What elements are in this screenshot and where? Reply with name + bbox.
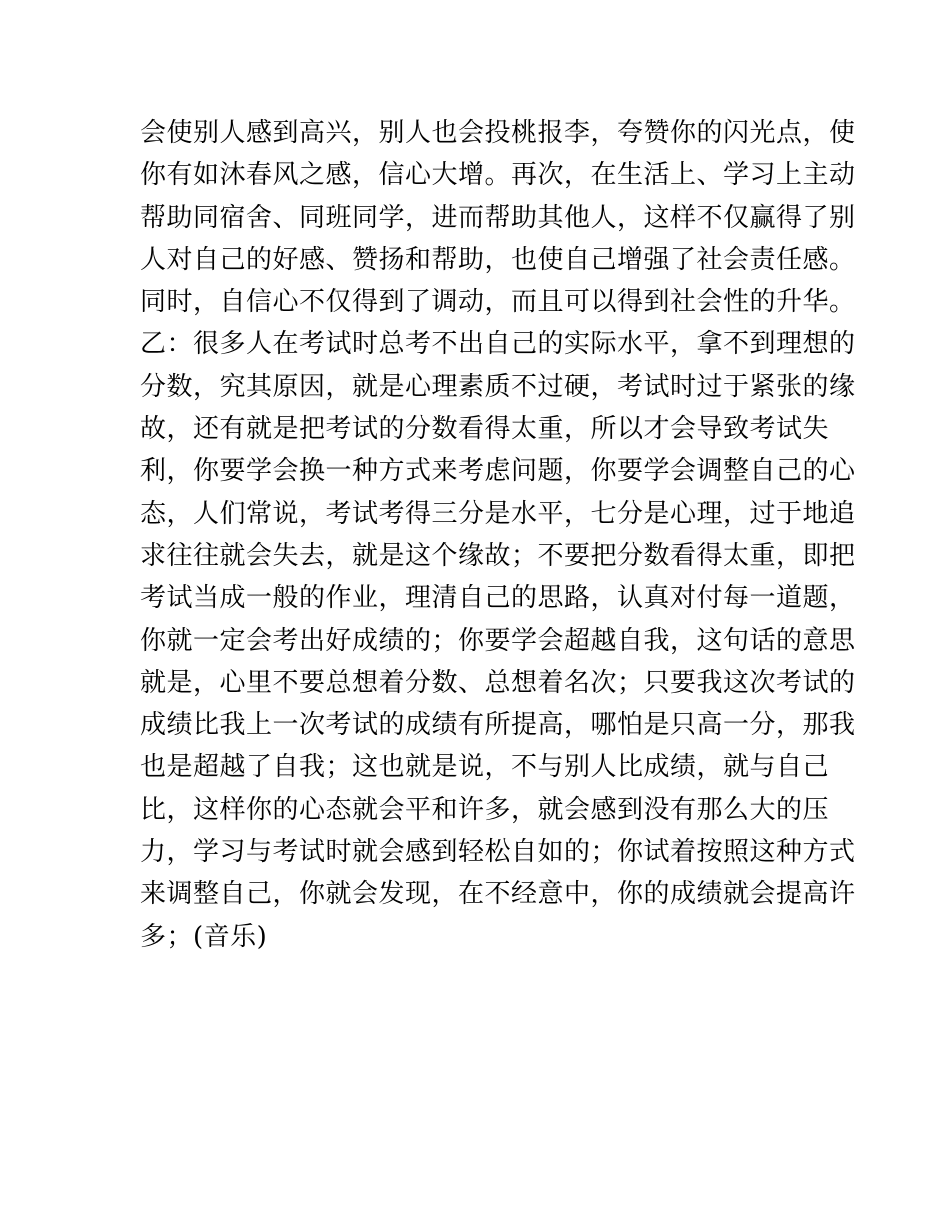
text-line: 你有如沐春风之感，信心大增。再次，在生活上、学习上主动	[140, 160, 856, 191]
text-line: 多；(音乐)	[140, 921, 268, 952]
body-text	[140, 112, 856, 958]
text-line: 力，学习与考试时就会感到轻松自如的；你试着按照这种方式	[140, 837, 856, 868]
text-line: 比，这样你的心态就会平和许多，就会感到没有那么大的压	[140, 794, 830, 825]
text-line: 会使别人感到高兴，别人也会投桃报李，夸赞你的闪光点，使	[140, 118, 856, 148]
text-line: 来调整自己，你就会发现，在不经意中，你的成绩就会提高许	[140, 879, 856, 910]
text-line: 同时，自信心不仅得到了调动，而且可以得到社会性的升华。	[140, 287, 856, 318]
text-line: 分数，究其原因，就是心理素质不过硬，考试时过于紧张的缘	[140, 371, 856, 402]
text-line: 求往往就会失去，就是这个缘故；不要把分数看得太重，即把	[140, 540, 856, 571]
text-line: 你就一定会考出好成绩的；你要学会超越自我，这句话的意思	[140, 625, 856, 656]
text-line: 利，你要学会换一种方式来考虑问题，你要学会调整自己的心	[140, 456, 856, 487]
text-line: 乙：很多人在考试时总考不出自己的实际水平，拿不到理想的	[140, 329, 856, 360]
text-line: 考试当成一般的作业，理清自己的思路，认真对付每一道题，	[140, 583, 856, 614]
text-line: 成绩比我上一次考试的成绩有所提高，哪怕是只高一分，那我	[140, 710, 856, 741]
text-line: 故，还有就是把考试的分数看得太重，所以才会导致考试失	[140, 414, 830, 445]
text-line: 也是超越了自我；这也就是说，不与别人比成绩，就与自己	[140, 752, 830, 783]
text-line: 帮助同宿舍、同班同学，进而帮助其他人，这样不仅赢得了别	[140, 202, 856, 233]
text-line: 态，人们常说，考试考得三分是水平，七分是心理，过于地追	[140, 498, 856, 529]
text-line: 人对自己的好感、赞扬和帮助，也使自己增强了社会责任感。	[140, 244, 856, 275]
text-line: 就是，心里不要总想着分数、总想着名次；只要我这次考试的	[140, 667, 856, 698]
